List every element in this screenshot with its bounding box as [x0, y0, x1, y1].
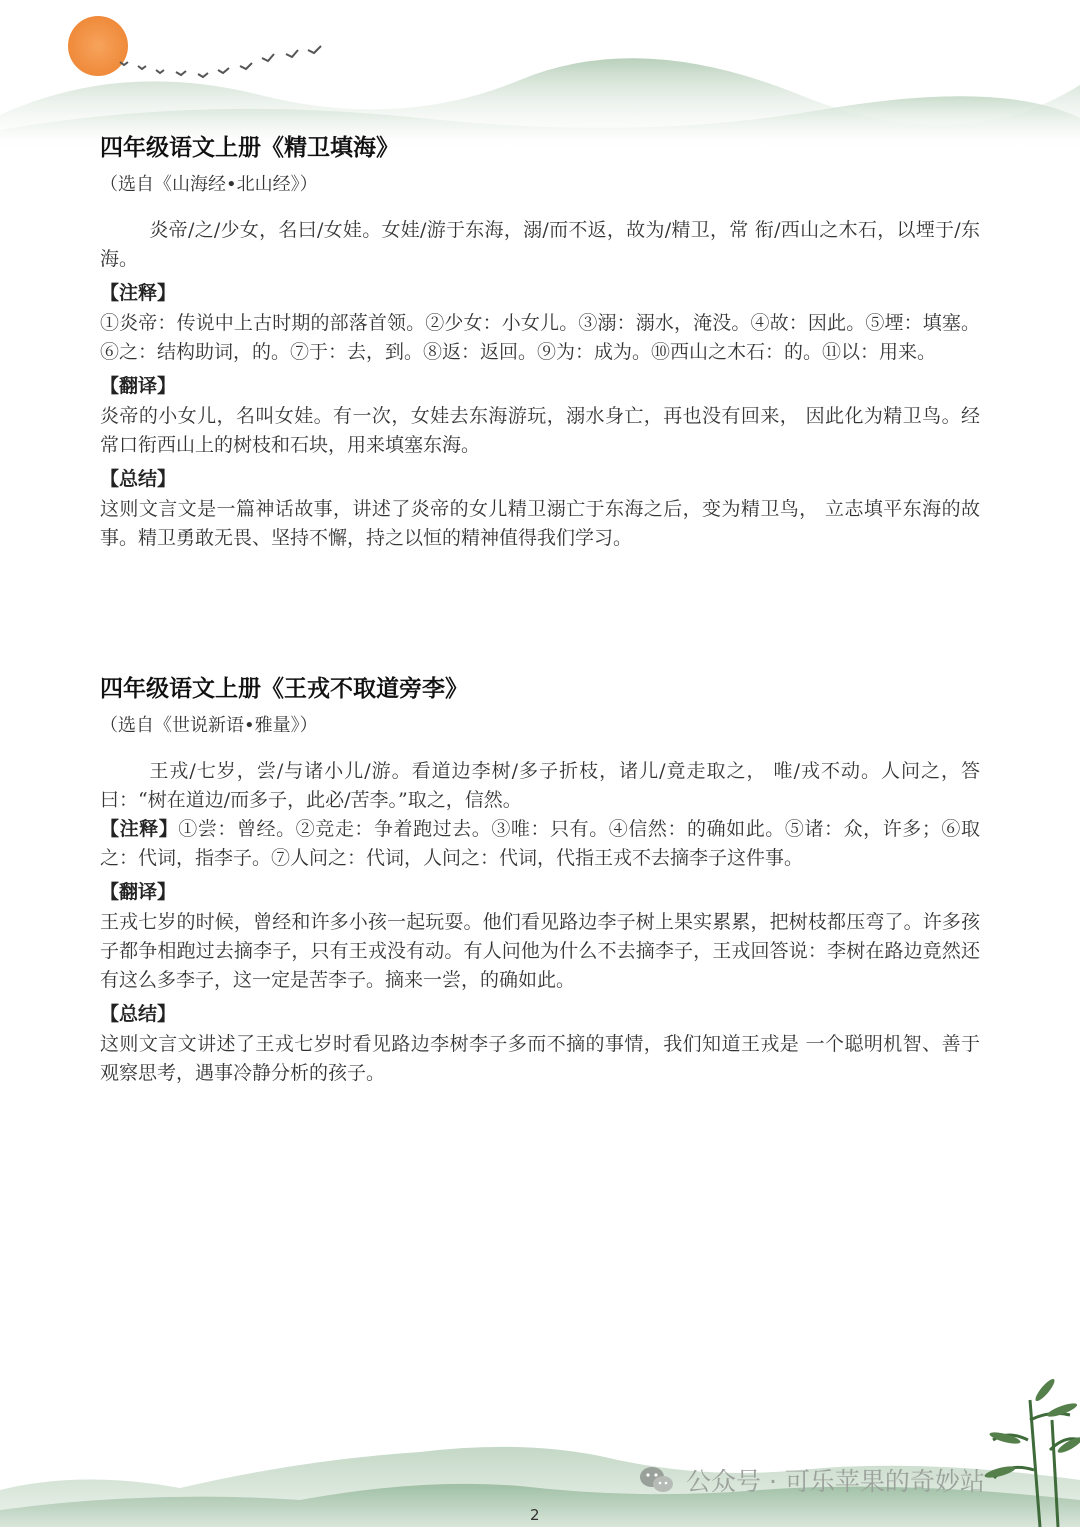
- summary-text: 这则文言文讲述了王戎七岁时看见路边李树李子多而不摘的事情，我们知道王戎是 一个聪明机智、善于观察思考，遇事冷静分析的孩子。: [100, 1033, 980, 1084]
- page-number: 2: [530, 1506, 540, 1524]
- notes-label: 【注释】: [100, 282, 177, 304]
- translation-text: 王戎七岁的时候，曾经和许多小孩一起玩耍。他们看见路边李子树上果实累累，把树枝都压弯了。许多孩子都争相跑过去摘李子，只有王戎没有动。有人问他为什么不去摘李子，王戎回答说：李树在路边竟然还有这么多李子，这一定是苦李子。摘来一尝，的确如此。: [100, 911, 980, 991]
- notes-text: ①炎帝：传说中上古时期的部落首领。②少女：小女儿。③溺：溺水，淹没。④故：因此。⑤堙：填塞。⑥之：结构助词，的。⑦于：去，到。⑧返：返回。⑨为：成为。⑩西山之木石：的。⑪以：用来。: [100, 312, 980, 363]
- document-body: [100, 128, 980, 1088]
- notes-text: ①尝：曾经。②竞走：争着跑过去。③唯：只有。④信然：的确如此。⑤诸：众，许多；⑥取之：代词，指李子。⑦人问之：代词，人问之：代词，代指王戎不去摘李子这件事。: [100, 818, 980, 869]
- translation-text: 炎帝的小女儿，名叫女娃。有一次，女娃去东海游玩，溺水身亡，再也没有回来， 因此化为精卫鸟。经常口衔西山上的树枝和石块，用来填塞东海。: [100, 405, 980, 456]
- summary-text: 这则文言文是一篇神话故事，讲述了炎帝的女儿精卫溺亡于东海之后，变为精卫鸟， 立志填平东海的故事。精卫勇敢无畏、坚持不懈，持之以恒的精神值得我们学习。: [100, 498, 980, 549]
- translation-label: 【翻译】: [100, 375, 177, 397]
- birds-icon: [120, 46, 321, 77]
- summary-label: 【总结】: [100, 1003, 177, 1025]
- original-text: 炎帝/之/少女，名曰/女娃。女娃/游于东海，溺/而不返，故为/精卫，常 衔/西山之木石，以堙于/东海。: [100, 219, 980, 270]
- section-spacer: [100, 553, 980, 669]
- landscape-footer-decoration: [0, 1360, 1080, 1527]
- sun-icon: [68, 16, 128, 76]
- translation-label: 【翻译】: [100, 881, 177, 903]
- section-title: 四年级语文上册《精卫填海》: [100, 135, 399, 161]
- watermark-text: 公众号 · 可乐苹果的奇妙站: [686, 1467, 985, 1496]
- section-source: （选自《世说新语•雅量》）: [100, 715, 318, 736]
- wechat-icon: [638, 1465, 676, 1495]
- notes-label: 【注释】: [100, 818, 179, 840]
- wechat-watermark: [638, 1462, 985, 1498]
- section-title: 四年级语文上册《王戎不取道旁李》: [100, 676, 468, 702]
- original-text: 王戎/七岁，尝/与诸小儿/游。看道边李树/多子折枝，诸儿/竟走取之， 唯/戎不动。人问之，答曰：“树在道边/而多子，此必/苦李。”取之，信然。: [100, 760, 980, 811]
- section-source: （选自《山海经•北山经》）: [100, 174, 318, 195]
- notes-paragraph: [100, 815, 980, 873]
- summary-label: 【总结】: [100, 468, 177, 490]
